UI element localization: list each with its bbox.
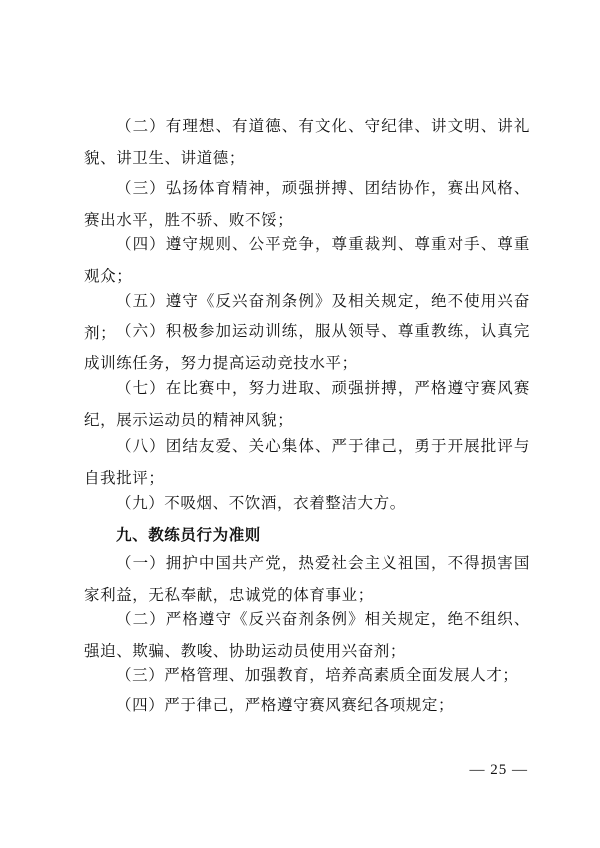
paragraph-coach-4: （四）严于律己，严格遵守赛风赛纪各项规定； <box>116 696 455 714</box>
paragraph-coach-1: （一）拥护中国共产党，热爱社会主义祖国，不得损害国家利益，无私奉献，忠诚党的体育事业； <box>84 554 530 604</box>
paragraph-coach-2: （二）严格遵守《反兴奋剂条例》相关规定，绝不组织、强迫、欺骗、教唆、协助运动员使用兴奋剂； <box>84 610 530 660</box>
page-number: — 25 — <box>469 762 528 778</box>
paragraph-item-7: （七）在比赛中，努力进取、顽强拼搏，严格遵守赛风赛纪，展示运动员的精神风貌； <box>84 379 530 429</box>
paragraph-item-4: （四）遵守规则、公平竞争，尊重裁判、尊重对手、尊重观众； <box>84 235 530 285</box>
section-heading: 九、教练员行为准则 <box>116 526 261 544</box>
paragraph-item-5: （五）遵守《反兴奋剂条例》及相关规定，绝不使用兴奋剂； <box>84 292 530 342</box>
paragraph-item-2: （二）有理想、有道德、有文化、守纪律、讲文明、讲礼貌、讲卫生、讲道德； <box>84 117 530 167</box>
paragraph-item-6: （六）积极参加运动训练，服从领导、尊重教练，认真完成训练任务，努力提高运动竞技水平； <box>84 322 530 372</box>
paragraph-coach-3: （三）严格管理、加强教育，培养高素质全面发展人才； <box>116 666 519 684</box>
paragraph-item-3: （三）弘扬体育精神，顽强拼搏、团结协作，赛出风格、赛出水平，胜不骄、败不馁； <box>84 179 530 229</box>
paragraph-item-8: （八）团结友爱、关心集体、严于律己，勇于开展批评与自我批评； <box>84 437 530 487</box>
paragraph-item-9: （九）不吸烟、不饮酒，衣着整洁大方。 <box>116 494 406 512</box>
